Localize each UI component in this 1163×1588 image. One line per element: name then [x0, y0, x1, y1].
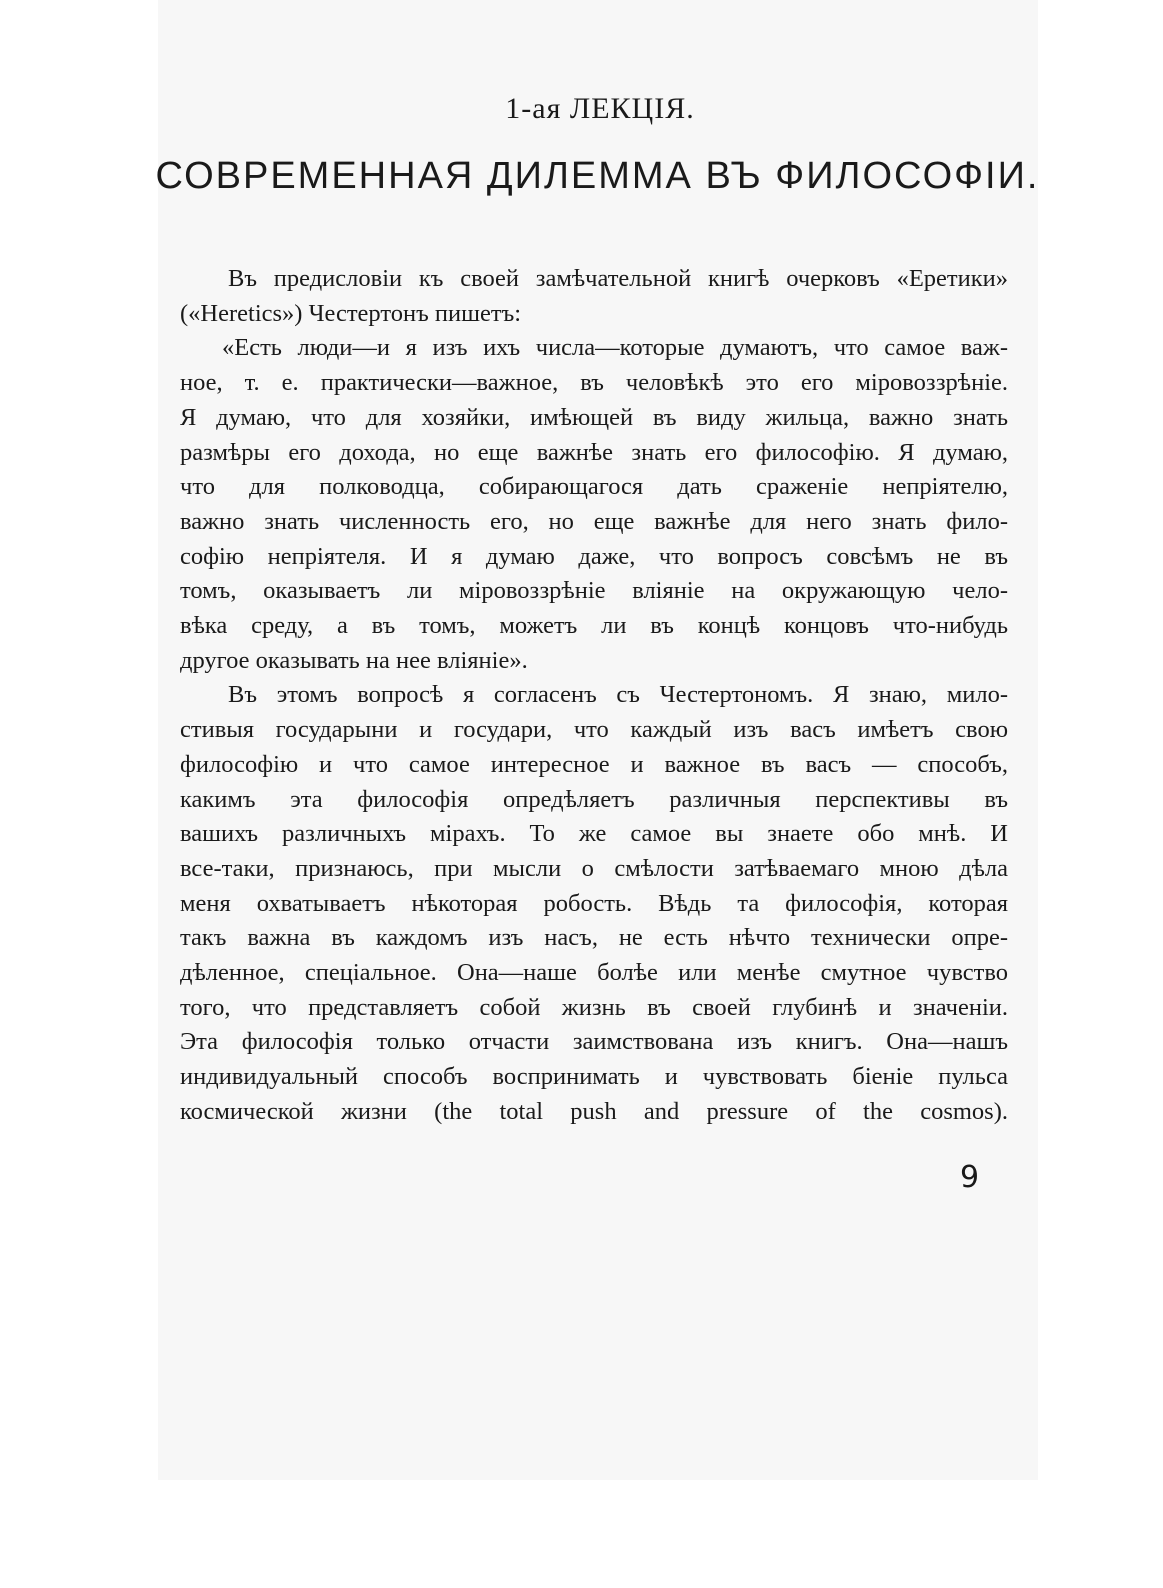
text-line: Я думаю, что для хозяйки, имѣющей въ виду жильца, важно знать	[180, 403, 1008, 431]
text-line: Въ предисловіи къ своей замѣчательной книгѣ очерковъ «Еретики»	[228, 265, 1008, 292]
text-line: софію непріятеля. И я думаю даже, что вопросъ совсѣмъ не въ	[180, 542, 1008, 570]
text-line: Въ этомъ вопросѣ я согласенъ съ Честертономъ. Я знаю, мило-	[228, 681, 1008, 709]
text-line: другое оказывать на нее вліяніе».	[180, 646, 528, 674]
text-line: стивыя государыни и государи, что каждый изъ васъ имѣетъ свою	[180, 716, 1008, 744]
text-line: такъ важна въ каждомъ изъ насъ, не есть нѣчто технически опре-	[180, 924, 1008, 952]
text-line: («Heretics») Честертонъ пишетъ:	[180, 299, 522, 327]
text-line: Эта философія только отчасти заимствована изъ книгъ. Она—нашъ	[180, 1028, 1008, 1056]
body-text	[180, 262, 1008, 1130]
text-line: вѣка среду, а въ томъ, можетъ ли въ концѣ концовъ что-нибудь	[180, 612, 1008, 640]
lecture-number: 1-ая ЛЕКЦІЯ.	[505, 92, 695, 125]
text-line: «Есть люди—и я изъ ихъ числа—которые думаютъ, что самое важ-	[222, 334, 1008, 362]
text-line: важно знать численность его, но еще важнѣе для него знать фило-	[180, 507, 1008, 535]
page-number: 9	[960, 1160, 980, 1195]
text-line: размѣры его дохода, но еще важнѣе знать его философію. Я думаю,	[180, 438, 1008, 466]
text-line: какимъ эта философія опредѣляетъ различныя перспективы въ	[180, 785, 1008, 813]
text-line: дѣленное, спеціальное. Она—наше болѣе или менѣе смутное чувство	[180, 959, 1008, 987]
text-line: того, что представляетъ собой жизнь въ своей глубинѣ и значеніи.	[180, 993, 1008, 1021]
text-line: меня охватываетъ нѣкоторая робость. Вѣдь та философія, которая	[180, 889, 1008, 917]
text-line: томъ, оказываетъ ли міровоззрѣніе вліяніе на окружающую чело-	[180, 577, 1008, 605]
text-line: вашихъ различныхъ мірахъ. То же самое вы знаете обо мнѣ. И	[180, 820, 1008, 848]
text-line: ное, т. е. практически—важное, въ человѣкѣ это его міровоззрѣніе.	[180, 369, 1008, 397]
text-line: индивидуальный способъ воспринимать и чувствовать біеніе пульса	[180, 1063, 1008, 1091]
text-line: что для полководца, собирающагося дать сраженіе непріятелю,	[180, 473, 1008, 501]
text-line: космической жизни (the total push and pressure of the cosmos).	[180, 1097, 1008, 1125]
text-line: все-таки, признаюсь, при мысли о смѣлости затѣваемаго мною дѣла	[180, 854, 1008, 882]
chapter-title: СОВРЕМЕННАЯ ДИЛЕММА ВЪ ФИЛОСОФІИ.	[155, 155, 1040, 197]
text-line: философію и что самое интересное и важное въ васъ — способъ,	[180, 750, 1008, 778]
